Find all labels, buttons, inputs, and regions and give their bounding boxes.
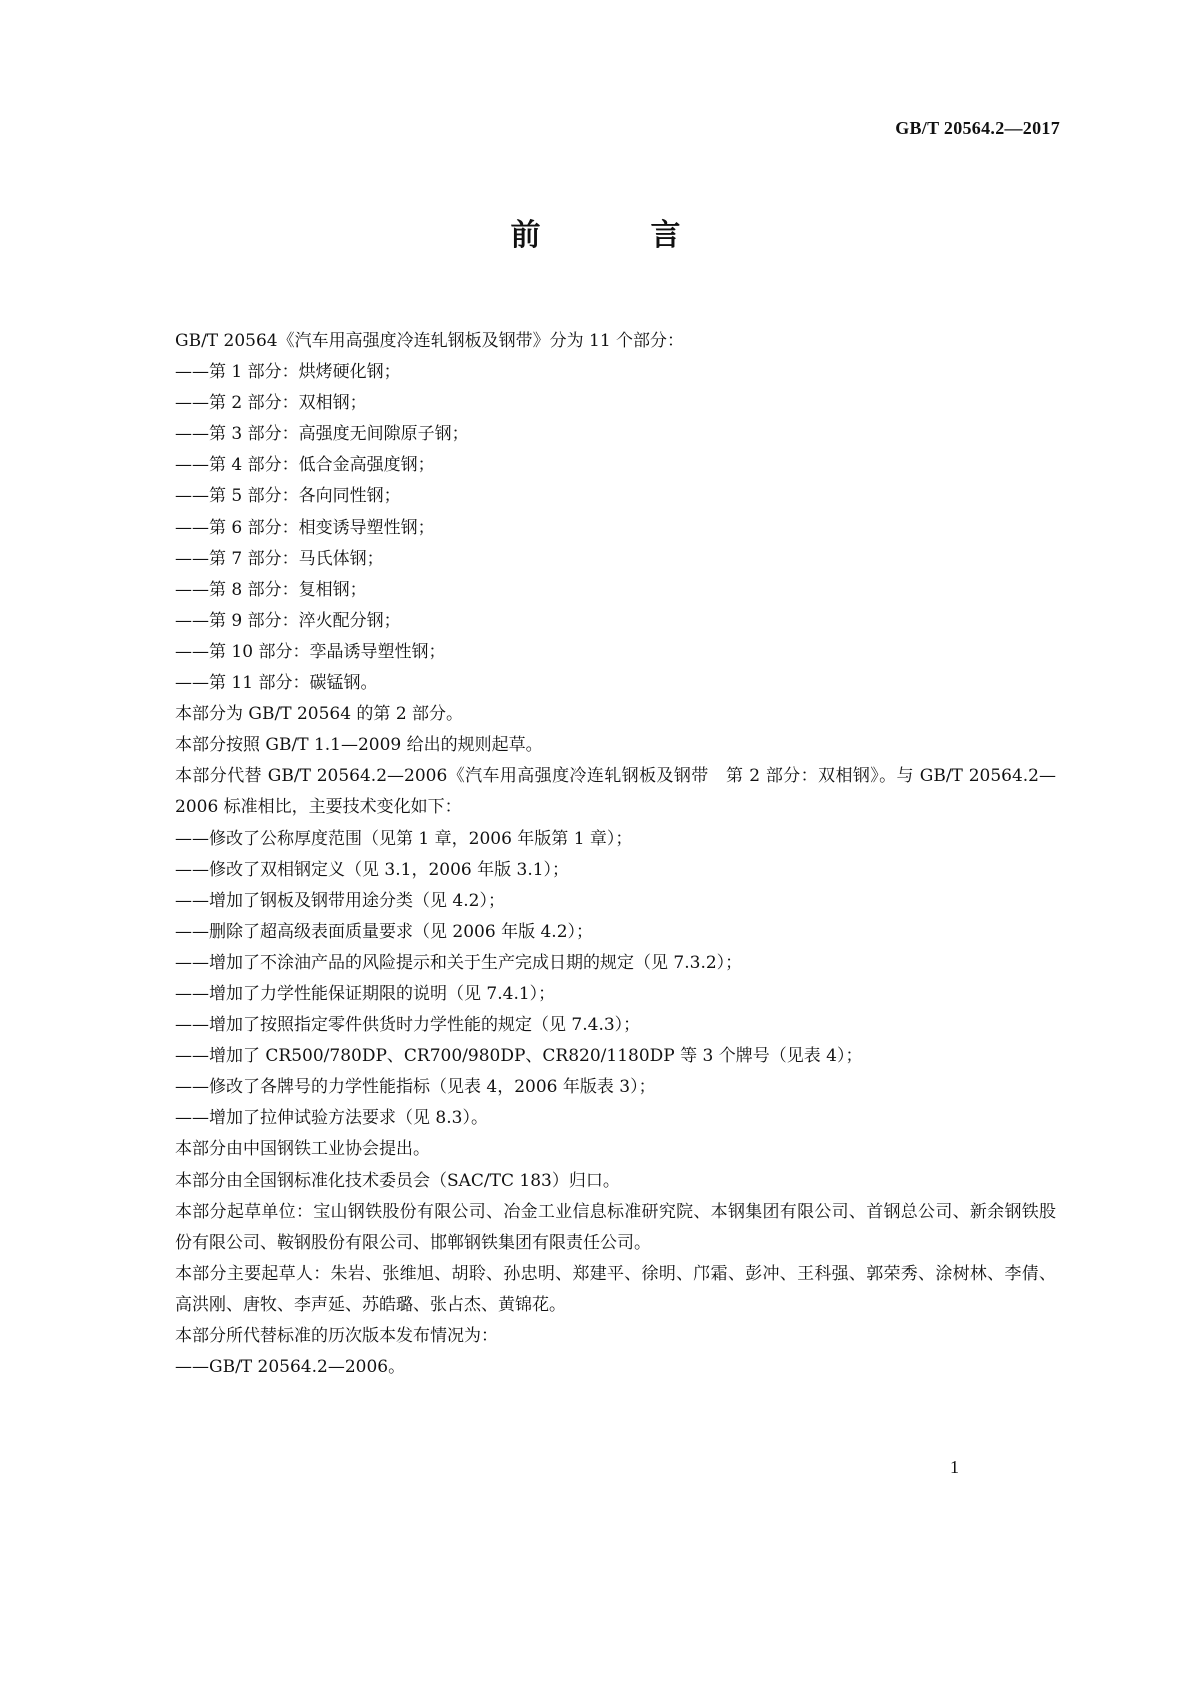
paragraph-history-intro: 本部分所代替标准的历次版本发布情况为：	[175, 1326, 498, 1346]
list-item-change-5: ——增加了不涂油产品的风险提示和关于生产完成日期的规定（见 7.3.2）；	[175, 952, 743, 973]
paragraph-part-statement: 本部分为 GB/T 20564 的第 2 部分。	[175, 704, 464, 725]
paragraph-drafting-units: 本部分起草单位：宝山钢铁股份有限公司、冶金工业信息标准研究院、本钢集团有限公司、首钢总公司、新余钢铁股份有限公司、鞍钢股份有限公司、邯郸钢铁集团有限责任公司。	[175, 1201, 1056, 1253]
list-item-change-2: ——修改了双相钢定义（见 3.1，2006 年版 3.1）；	[175, 859, 570, 880]
list-item-part-7: ——第 7 部分：马氏体钢；	[175, 548, 384, 569]
paragraph-replacement: 本部分代替 GB/T 20564.2—2006《汽车用高强度冷连轧钢板及钢带 第 2 部分：双相钢》。与 GB/T 20564.2—2006 标准相比，主要技术变化如下：	[175, 766, 1056, 818]
list-item-part-11: ——第 11 部分：碳锰钢。	[175, 673, 378, 694]
list-item-part-4: ——第 4 部分：低合金高强度钢；	[175, 455, 435, 476]
list-item-change-7: ——增加了按照指定零件供货时力学性能的规定（见 7.4.3）；	[175, 1015, 641, 1036]
page-number: 1	[950, 1457, 959, 1477]
paragraph-proposer: 本部分由中国钢铁工业协会提出。	[175, 1139, 430, 1160]
list-item-change-8: ——增加了 CR500/780DP、CR700/980DP、CR820/1180DP 等 3 个牌号（见表 4）；	[175, 1046, 863, 1067]
list-item-part-3: ——第 3 部分：高强度无间隙原子钢；	[175, 424, 469, 445]
paragraph-drafting-rules: 本部分按照 GB/T 1.1—2009 给出的规则起草。	[175, 735, 543, 756]
page-title: 前 言	[510, 218, 721, 253]
list-item-part-5: ——第 5 部分：各向同性钢；	[175, 486, 401, 507]
list-item-part-9: ——第 9 部分：淬火配分钢；	[175, 610, 401, 631]
paragraph-committee: 本部分由全国钢标准化技术委员会（SAC/TC 183）归口。	[175, 1170, 620, 1191]
paragraph-drafters: 本部分主要起草人：朱岩、张维旭、胡聆、孙忠明、郑建平、徐明、邝霜、彭冲、王科强、郭荣秀、涂树林、李倩、高洪刚、唐牧、李声延、苏皓璐、张占杰、黄锦花。	[175, 1263, 1056, 1315]
paragraph-series-intro: GB/T 20564《汽车用高强度冷连轧钢板及钢带》分为 11 个部分：	[175, 331, 685, 351]
foreword-body	[135, 326, 1056, 1383]
list-item-part-8: ——第 8 部分：复相钢；	[175, 579, 367, 600]
list-item-change-1: ——修改了公称厚度范围（见第 1 章，2006 年版第 1 章）；	[175, 828, 633, 849]
list-item-part-6: ——第 6 部分：相变诱导塑性钢；	[175, 517, 435, 538]
list-item-part-1: ——第 1 部分：烘烤硬化钢；	[175, 362, 401, 383]
list-item-history-1: ——GB/T 20564.2—2006。	[175, 1357, 406, 1378]
list-item-change-9: ——修改了各牌号的力学性能指标（见表 4，2006 年版表 3）；	[175, 1077, 656, 1098]
list-item-part-10: ——第 10 部分：孪晶诱导塑性钢；	[175, 641, 446, 662]
document-code: GB/T 20564.2—2017	[895, 118, 1060, 138]
list-item-part-2: ——第 2 部分：双相钢；	[175, 393, 367, 414]
list-item-change-10: ——增加了拉伸试验方法要求（见 8.3）。	[175, 1108, 488, 1129]
list-item-change-4: ——删除了超高级表面质量要求（见 2006 年版 4.2）；	[175, 921, 594, 942]
list-item-change-6: ——增加了力学性能保证期限的说明（见 7.4.1）；	[175, 983, 556, 1004]
list-item-change-3: ——增加了钢板及钢带用途分类（见 4.2）；	[175, 890, 505, 911]
